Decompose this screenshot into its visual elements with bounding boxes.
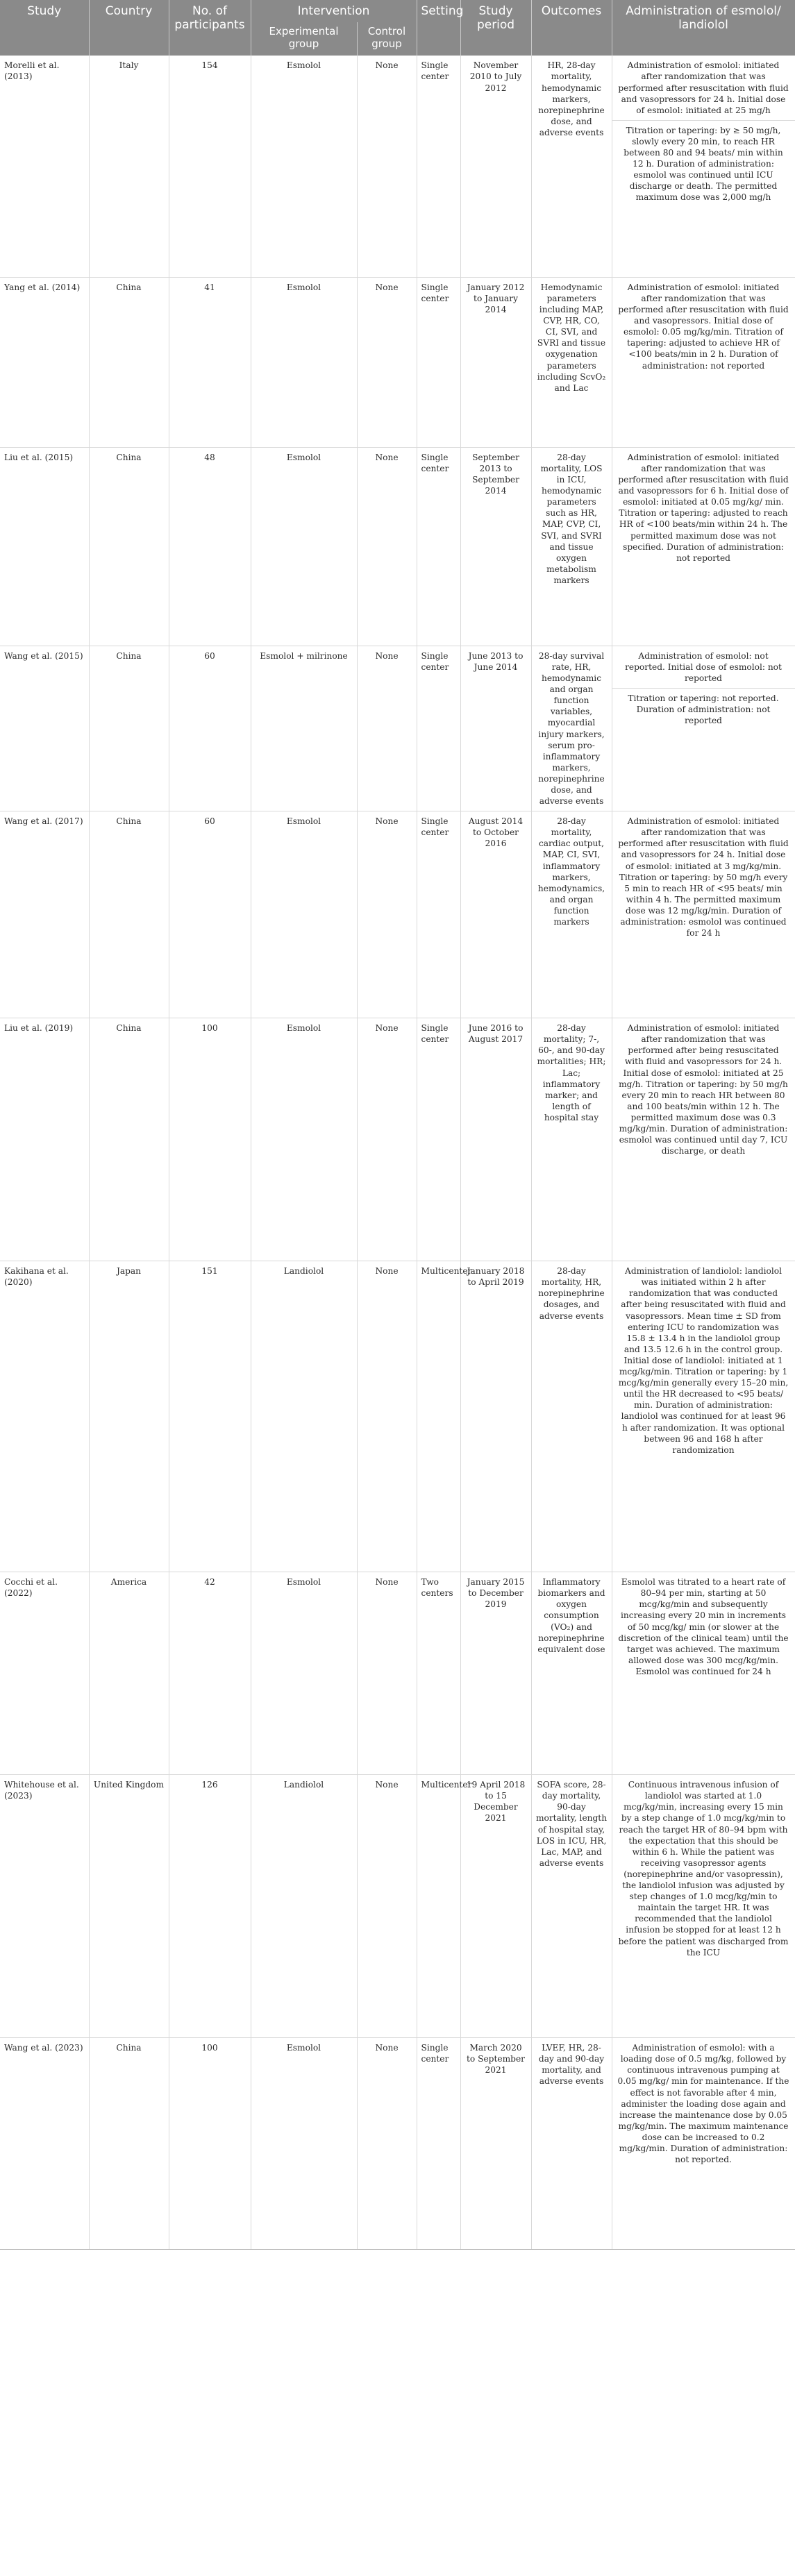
- administration-cell: [612, 1775, 795, 2038]
- control-cell: None: [357, 1775, 417, 2038]
- country-cell: China: [89, 1018, 169, 1261]
- period-cell: November 2010 to July 2012: [460, 56, 531, 277]
- period-cell: September 2013 to September 2014: [460, 447, 531, 646]
- header-control: Control group: [357, 22, 417, 56]
- control-cell: None: [357, 1261, 417, 1572]
- table-body: [0, 56, 795, 2249]
- setting-cell: Single center: [417, 646, 460, 811]
- administration-cell: [612, 277, 795, 447]
- header-country: Country: [89, 0, 169, 56]
- header-administration: Administration of esmolol/ landiolol: [612, 0, 795, 56]
- participants-cell: 60: [169, 811, 251, 1018]
- administration-text: Administration of esmolol: with a loading dose of 0.5 mg/kg, followed by continuous intravenous pumping at 0.05 mg/kg/ min for maintenance. If the effect is not favorable after 4 min, administer the loading dose again and increase the maintenance dose by 0.05 mg/kg/min. The maximum maintenance dose can be increased to 0.2 mg/kg/min. Duration of administration: not reported.: [617, 2043, 789, 2165]
- administration-cell: [612, 447, 795, 646]
- study-cell: Kakihana et al. (2020): [0, 1261, 89, 1572]
- study-cell: Morelli et al. (2013): [0, 56, 89, 277]
- participants-cell: 41: [169, 277, 251, 447]
- administration-text: Administration of esmolol: initiated after randomization that was performed after resuscitation with fluid and vasopressors for 24 h. Initial dose of esmolol: initiated at 3 mg/kg/min. Titration or tapering: by 50 mg/h every 5 min to reach HR of <95 beats/ min within 4 h. The permitted maximum dose was 12 mg/kg/min. Duration of administration: esmolol was continued for 24 h: [618, 816, 789, 938]
- setting-cell: Multicenter: [417, 1775, 460, 2038]
- country-cell: China: [89, 447, 169, 646]
- control-cell: None: [357, 1572, 417, 1775]
- study-cell: Wang et al. (2015): [0, 646, 89, 811]
- experimental-cell: Esmolol: [251, 2038, 357, 2250]
- administration-text: Titration or tapering: not reported. Duration of administration: not reported: [612, 688, 795, 730]
- administration-cell: [612, 811, 795, 1018]
- control-cell: None: [357, 811, 417, 1018]
- administration-cell: [612, 1018, 795, 1261]
- table-header: [0, 0, 795, 56]
- administration-cell: [612, 2038, 795, 2250]
- study-cell: Liu et al. (2015): [0, 447, 89, 646]
- experimental-cell: Landiolol: [251, 1261, 357, 1572]
- experimental-cell: Esmolol: [251, 447, 357, 646]
- country-cell: Italy: [89, 56, 169, 277]
- country-cell: America: [89, 1572, 169, 1775]
- outcomes-cell: 28-day mortality, cardiac output, MAP, CI, SVI, inflammatory markers, hemodynamics, and organ function markers: [531, 811, 612, 1018]
- header-period: Study period: [460, 0, 531, 56]
- outcomes-cell: 28-day mortality; 7-, 60-, and 90-day mortalities; HR; Lac; inflammatory marker; and length of hospital stay: [531, 1018, 612, 1261]
- setting-cell: Two centers: [417, 1572, 460, 1775]
- participants-cell: 60: [169, 646, 251, 811]
- country-cell: China: [89, 277, 169, 447]
- setting-cell: Single center: [417, 277, 460, 447]
- administration-cell: [612, 1261, 795, 1572]
- header-outcomes: Outcomes: [531, 0, 612, 56]
- header-intervention: Intervention: [251, 0, 417, 22]
- administration-cell: [612, 646, 795, 811]
- experimental-cell: Esmolol: [251, 811, 357, 1018]
- administration-text: Administration of esmolol: initiated after randomization that was performed after resuscitation with fluid and vasopressors for 6 h. Initial dose of esmolol: initiated at 0.05 mg/kg/ min. Titration or tapering: adjusted to reach HR of <100 beats/min within 24 h. The permitted maximum dose was not specified. Duration of administration: not reported: [618, 452, 789, 563]
- participants-cell: 42: [169, 1572, 251, 1775]
- period-cell: January 2018 to April 2019: [460, 1261, 531, 1572]
- country-cell: Japan: [89, 1261, 169, 1572]
- table-row: [0, 1018, 795, 1261]
- administration-cell: [612, 1572, 795, 1775]
- participants-cell: 126: [169, 1775, 251, 2038]
- experimental-cell: Esmolol: [251, 1018, 357, 1261]
- outcomes-cell: Inflammatory biomarkers and oxygen consumption (VO₂) and norepinephrine equivalent dose: [531, 1572, 612, 1775]
- participants-cell: 100: [169, 2038, 251, 2250]
- period-cell: January 2015 to December 2019: [460, 1572, 531, 1775]
- outcomes-cell: 28-day mortality, LOS in ICU, hemodynamic parameters such as HR, MAP, CVP, CI, SVI, and SVRI and tissue oxygen metabolism markers: [531, 447, 612, 646]
- experimental-cell: Esmolol: [251, 277, 357, 447]
- administration-text: Continuous intravenous infusion of landiolol was started at 1.0 mcg/kg/min, increasing every 15 min by a step change of 1.0 mcg/kg/min to reach the target HR of 80–94 bpm with the expectation that this should be within 6 h. While the patient was receiving vasopressor agents (norepinephrine and/or vasopressin), the landiolol infusion was adjusted by step changes of 1.0 mcg/kg/min to maintain the target HR. It was recommended that the landiolol infusion be stopped for at least 12 h before the patient was discharged from the ICU: [618, 1780, 789, 1958]
- period-cell: August 2014 to October 2016: [460, 811, 531, 1018]
- study-cell: Cocchi et al. (2022): [0, 1572, 89, 1775]
- table-row: [0, 1572, 795, 1775]
- experimental-cell: Esmolol + milrinone: [251, 646, 357, 811]
- control-cell: None: [357, 56, 417, 277]
- table-row: [0, 56, 795, 277]
- control-cell: None: [357, 447, 417, 646]
- setting-cell: Multicenter: [417, 1261, 460, 1572]
- study-cell: Whitehouse et al. (2023): [0, 1775, 89, 2038]
- administration-text: Administration of esmolol: initiated after randomization that was performed after resuscitation with fluid and vasopressors for 24 h. Initial dose of esmolol: initiated at 25 mg/h: [618, 60, 789, 115]
- administration-text: Administration of esmolol: initiated after randomization that was performed after resuscitation with fluid and vasopressors. Initial dose of esmolol: 0.05 mg/kg/min. Titration of tapering: adjusted to achieve HR of <100 beats/min in 2 h. Duration of administration: not reported: [618, 282, 789, 371]
- table-row: [0, 447, 795, 646]
- outcomes-cell: Hemodynamic parameters including MAP, CVP, HR, CO, CI, SVI, and SVRI and tissue oxygenation parameters including ScvO₂ and Lac: [531, 277, 612, 447]
- table-row: [0, 1775, 795, 2038]
- experimental-cell: Esmolol: [251, 1572, 357, 1775]
- administration-cell: [612, 56, 795, 277]
- table-row: [0, 811, 795, 1018]
- setting-cell: Single center: [417, 811, 460, 1018]
- control-cell: None: [357, 2038, 417, 2250]
- table-row: [0, 1261, 795, 1572]
- experimental-cell: Esmolol: [251, 56, 357, 277]
- outcomes-cell: HR, 28-day mortality, hemodynamic markers, norepinephrine dose, and adverse events: [531, 56, 612, 277]
- country-cell: China: [89, 646, 169, 811]
- period-cell: June 2016 to August 2017: [460, 1018, 531, 1261]
- country-cell: China: [89, 2038, 169, 2250]
- table-row: [0, 277, 795, 447]
- study-cell: Wang et al. (2017): [0, 811, 89, 1018]
- outcomes-cell: 28-day survival rate, HR, hemodynamic and organ function variables, myocardial injury markers, serum pro-inflammatory markers, norepinephrine dose, and adverse events: [531, 646, 612, 811]
- outcomes-cell: 28-day mortality, HR, norepinephrine dosages, and adverse events: [531, 1261, 612, 1572]
- period-cell: June 2013 to June 2014: [460, 646, 531, 811]
- setting-cell: Single center: [417, 2038, 460, 2250]
- outcomes-cell: LVEF, HR, 28-day and 90-day mortality, and adverse events: [531, 2038, 612, 2250]
- administration-text: Administration of esmolol: initiated after randomization that was performed after being resuscitated with fluid and vasopressors for 24 h. Initial dose of esmolol: initiated at 25 mg/h. Titration or tapering: by 50 mg/h every 20 min to reach HR between 80 and 100 beats/min within 12 h. The permitted maximum dose was 0.3 mg/kg/min. Duration of administration: esmolol was continued until day 7, ICU discharge, or death: [619, 1023, 788, 1156]
- period-cell: January 2012 to January 2014: [460, 277, 531, 447]
- header-study: Study: [0, 0, 89, 56]
- period-cell: March 2020 to September 2021: [460, 2038, 531, 2250]
- participants-cell: 48: [169, 447, 251, 646]
- setting-cell: Single center: [417, 1018, 460, 1261]
- setting-cell: Single center: [417, 447, 460, 646]
- outcomes-cell: SOFA score, 28-day mortality, 90-day mortality, length of hospital stay, LOS in ICU, HR, Lac, MAP, and adverse events: [531, 1775, 612, 2038]
- period-cell: 19 April 2018 to 15 December 2021: [460, 1775, 531, 2038]
- study-cell: Wang et al. (2023): [0, 2038, 89, 2250]
- setting-cell: Single center: [417, 56, 460, 277]
- header-setting: Setting: [417, 0, 460, 56]
- administration-text: Titration or tapering: by ≥ 50 mg/h, slowly every 20 min, to reach HR between 80 and 94 beats/ min within 12 h. Duration of administration: esmolol was continued until ICU discharge or death. The permitted maximum dose was 2,000 mg/h: [612, 120, 795, 208]
- administration-text: Esmolol was titrated to a heart rate of 80–94 per min, starting at 50 mcg/kg/min and subsequently increasing every 20 min in increments of 50 mcg/kg/ min (or slower at the discretion of the clinical team) until the target was achieved. The maximum allowed dose was 300 mcg/kg/min. Esmolol was continued for 24 h: [618, 1577, 789, 1676]
- study-cell: Yang et al. (2014): [0, 277, 89, 447]
- control-cell: None: [357, 646, 417, 811]
- header-experimental: Experimental group: [251, 22, 357, 56]
- participants-cell: 100: [169, 1018, 251, 1261]
- control-cell: None: [357, 1018, 417, 1261]
- country-cell: United Kingdom: [89, 1775, 169, 2038]
- administration-text: Administration of landiolol: landiolol was initiated within 2 h after randomization that was conducted after being resuscitated with fluid and vasopressors. Mean time ± SD from entering ICU to randomization was 15.8 ± 13.4 h in the landiolol group and 13.5 12.6 h in the control group. Initial dose of landiolol: initiated at 1 mcg/kg/min. Titration or tapering: by 1 mcg/kg/min generally every 15–20 min, until the HR decreased to <95 beats/ min. Duration of administration: landiolol was continued for at least 96 h after randomization. It was optional between 96 and 168 h after randomization: [618, 1266, 789, 1455]
- table-row: [0, 646, 795, 811]
- header-participants: No. of participants: [169, 0, 251, 56]
- participants-cell: 151: [169, 1261, 251, 1572]
- experimental-cell: Landiolol: [251, 1775, 357, 2038]
- country-cell: China: [89, 811, 169, 1018]
- participants-cell: 154: [169, 56, 251, 277]
- control-cell: None: [357, 277, 417, 447]
- study-cell: Liu et al. (2019): [0, 1018, 89, 1261]
- table-row: [0, 2038, 795, 2250]
- administration-text: Administration of esmolol: not reported. Initial dose of esmolol: not reported: [625, 650, 782, 684]
